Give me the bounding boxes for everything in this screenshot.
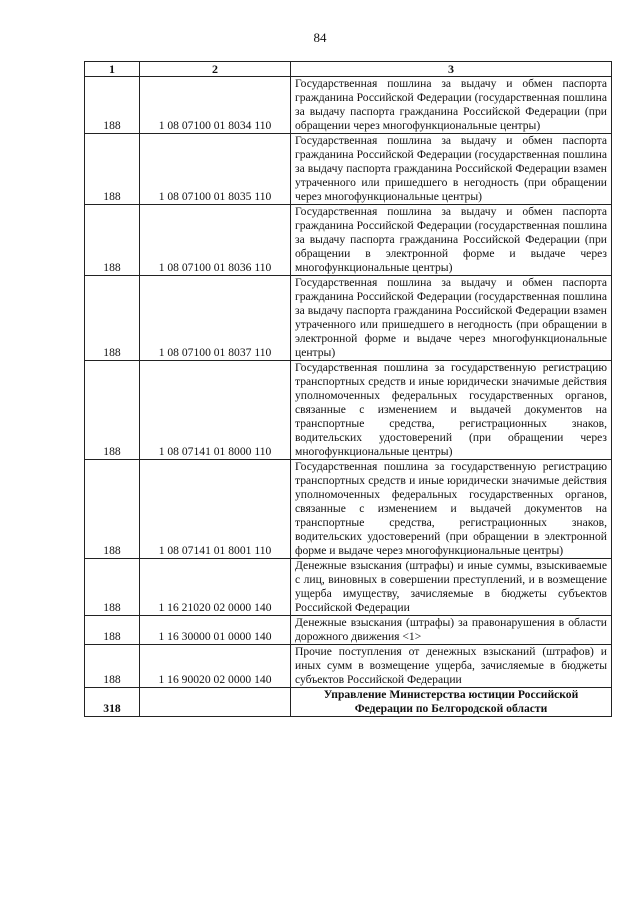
admin-code-cell: 188 [85,77,140,134]
header-col-3: 3 [291,62,612,77]
admin-code-cell: 188 [85,276,140,361]
budget-code-cell: 1 08 07141 01 8000 110 [140,361,291,460]
description-cell: Государственная пошлина за выдачу и обмен паспорта гражданина Российской Федерации (государственная пошлина за выдачу паспорта гражданина Российской Федерации взамен утраченного или пришедшего в негодность (при обращении через многофункциональные центры) [291,134,612,205]
budget-code-cell: 1 08 07100 01 8035 110 [140,134,291,205]
description-cell: Государственная пошлина за выдачу и обмен паспорта гражданина Российской Федерации (государственная пошлина за выдачу паспорта гражданина Российской Федерации (при обращении через многофункциональные центры) [291,77,612,134]
description-cell: Денежные взыскания (штрафы) за правонарушения в области дорожного движения <1> [291,616,612,645]
admin-code-cell: 188 [85,134,140,205]
budget-code-cell: 1 16 21020 02 0000 140 [140,559,291,616]
table-row [85,276,612,361]
budget-code-cell: 1 08 07100 01 8037 110 [140,276,291,361]
page-number: 84 [313,30,327,45]
table-row [85,460,612,559]
budget-code-cell: 1 08 07100 01 8034 110 [140,77,291,134]
admin-code-cell: 318 [85,688,140,717]
table-row [85,559,612,616]
budget-code-cell [140,688,291,717]
description-cell: Прочие поступления от денежных взысканий (штрафов) и иных сумм в возмещение ущерба, зачисляемые в бюджеты субъектов Российской Федерации [291,645,612,688]
description-cell: Государственная пошлина за выдачу и обмен паспорта гражданина Российской Федерации (государственная пошлина за выдачу паспорта гражданина Российской Федерации (при обращении в электронной форме и выдаче через многофункциональные центры) [291,205,612,276]
table-row [85,134,612,205]
budget-classification-table [84,61,612,717]
header-col-2: 2 [140,62,291,77]
table-row [85,77,612,134]
org-header-row [85,688,612,717]
admin-code-cell: 188 [85,205,140,276]
table-body [85,77,612,717]
admin-code-cell: 188 [85,616,140,645]
budget-code-cell: 1 16 90020 02 0000 140 [140,645,291,688]
table-row [85,361,612,460]
admin-code-cell: 188 [85,645,140,688]
admin-code-cell: 188 [85,460,140,559]
description-cell: Государственная пошлина за выдачу и обмен паспорта гражданина Российской Федерации (государственная пошлина за выдачу паспорта гражданина Российской Федерации взамен утраченного или пришедшего в негодность (при обращении в электронной форме и выдаче через многофункциональные центры) [291,276,612,361]
budget-code-cell: 1 08 07100 01 8036 110 [140,205,291,276]
table-row [85,616,612,645]
budget-code-cell: 1 08 07141 01 8001 110 [140,460,291,559]
admin-code-cell: 188 [85,361,140,460]
table-row [85,205,612,276]
table-header-row [85,62,612,77]
header-col-1: 1 [85,62,140,77]
table-row [85,645,612,688]
budget-code-cell: 1 16 30000 01 0000 140 [140,616,291,645]
description-cell: Государственная пошлина за государственную регистрацию транспортных средств и иные юридически значимые действия уполномоченных федеральных государственных органов, связанные с изменением и выдачей документов на транспортные средства, регистрационных знаков, водительских удостоверений (при обращении через многофункциональные центры) [291,361,612,460]
organization-name-cell: Управление Министерства юстиции Российской Федерации по Белгородской области [291,688,612,717]
description-cell: Государственная пошлина за государственную регистрацию транспортных средств и иные юридически значимые действия уполномоченных федеральных государственных органов, связанные с изменением и выдачей документов на транспортные средства, регистрационных знаков, водительских удостоверений (при обращении в электронной форме и выдаче через многофункциональные центры) [291,460,612,559]
admin-code-cell: 188 [85,559,140,616]
description-cell: Денежные взыскания (штрафы) и иные суммы, взыскиваемые с лиц, виновных в совершении преступлений, и в возмещение ущерба имуществу, зачисляемые в бюджеты субъектов Российской Федерации [291,559,612,616]
